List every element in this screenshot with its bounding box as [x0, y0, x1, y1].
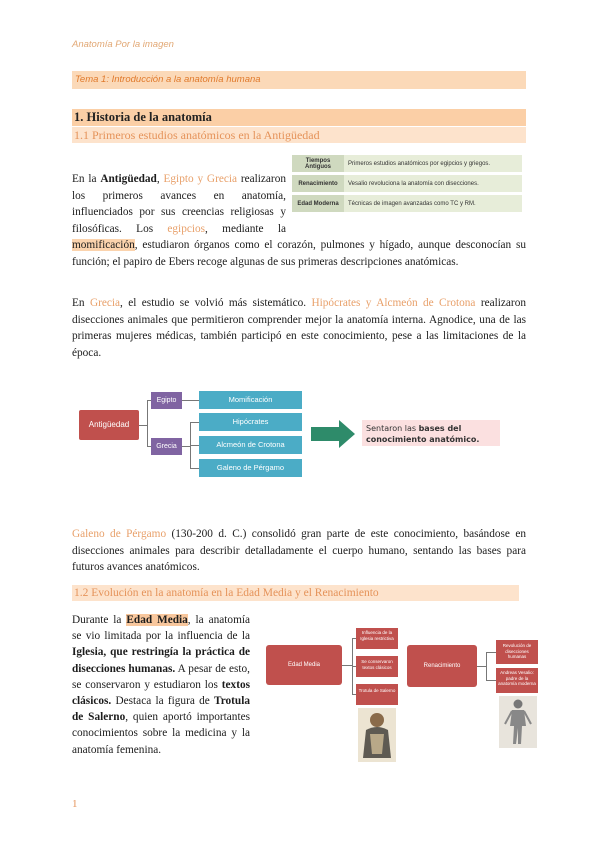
subsection-title-1-2: 1.2 Evolución en la anatomía en la Edad Media y el Renacimiento: [72, 585, 519, 601]
paragraph-middle-ages: Durante la Edad Media, la anatomía se vio limitada por la influencia de la Iglesia, que restringía la práctica de disecciones humanas. A pesar de esto, se conservaron y estudiaron los textos clásicos. Destaca la figura de Trotula de Salerno, quien aportó importantes conocimientos sobre la medicina y la anatomía femenina.: [72, 614, 251, 756]
subsection-title-1-1: 1.1 Primeros estudios anatómicos en la Antigüedad: [72, 127, 526, 143]
diagram2-r-disecciones: Revolución de disecciones humanas: [496, 640, 538, 664]
diagram2-r-vesalio: Andreas Vesalio: padre de la anatomía moderna: [496, 668, 538, 693]
section-title: 1. Historia de la anatomía: [72, 109, 526, 126]
timeline-period: Tiempos Antiguos: [292, 155, 344, 172]
diagram2-edad-media: Edad Media: [266, 645, 342, 685]
diagram-result: Sentaron las bases del conocimiento anatómico.: [362, 420, 500, 446]
diagram-node-momificacion: Momificación: [199, 391, 302, 409]
timeline-desc: Vesalio revoluciona la anatomía con disecciones.: [344, 175, 522, 192]
diagram-node-alcmeon: Alcmeón de Crotona: [199, 436, 302, 454]
diagram-node-grecia: Grecia: [151, 438, 182, 455]
paragraph-greece: En Grecia, el estudio se volvió más sistemático. Hipócrates y Alcmeón de Crotona realizaron disecciones animales que permitieron comprender mejor la anatomía interna. Agnodice, una de las primeras mujeres médicas, también participó en este conocimiento, pese a las limitaciones de la época.: [72, 297, 526, 359]
page-number: 1: [72, 798, 78, 810]
diagram-root: Antigüedad: [79, 410, 139, 440]
diagram2-renacimiento: Renacimiento: [407, 645, 477, 687]
paragraph-galeno: Galeno de Pérgamo (130-200 d. C.) consolidó gran parte de este conocimiento, basándose en disecciones animales para describir detalladamente el cuerpo humano, sentando las bases para futuros avances anatómicos.: [72, 528, 526, 574]
diagram2-em-iglesia: Influencia de la Iglesia restrictiva: [356, 628, 398, 649]
timeline-desc: Técnicas de imagen avanzadas como TC y RM.: [344, 195, 522, 212]
timeline-desc: Primeros estudios anatómicos por egipcios y griegos.: [344, 155, 522, 172]
diagram-node-hipocrates: Hipócrates: [199, 413, 302, 431]
timeline-period: Renacimiento: [292, 175, 344, 192]
topic-banner: Tema 1: Introducción a la anatomía humana: [72, 71, 526, 89]
arrow-right-icon: [311, 420, 355, 448]
diagram-node-egipto: Egipto: [151, 392, 182, 409]
paragraph-antiquity: En la Antigüedad, Egipto y Grecia realizaron los primeros avances en anatomía, influenciados por sus creencias religiosas y filosóficas. Los egipcios, mediante la momificación, estudiaron órganos como el corazón, pulmones y hígado, aunque desconocían su función; el papiro de Ebers recoge algunas de sus primeras descripciones anatómicas.: [72, 173, 526, 268]
diagram-node-galeno: Galeno de Pérgamo: [199, 459, 302, 477]
diagram2-em-trotula: Trotula de Salerno: [356, 684, 398, 705]
diagram2-em-textos: Se conservaron textos clásicos: [356, 656, 398, 677]
timeline-period: Edad Moderna: [292, 195, 344, 212]
page-header: Anatomía Por la imagen: [72, 39, 174, 50]
